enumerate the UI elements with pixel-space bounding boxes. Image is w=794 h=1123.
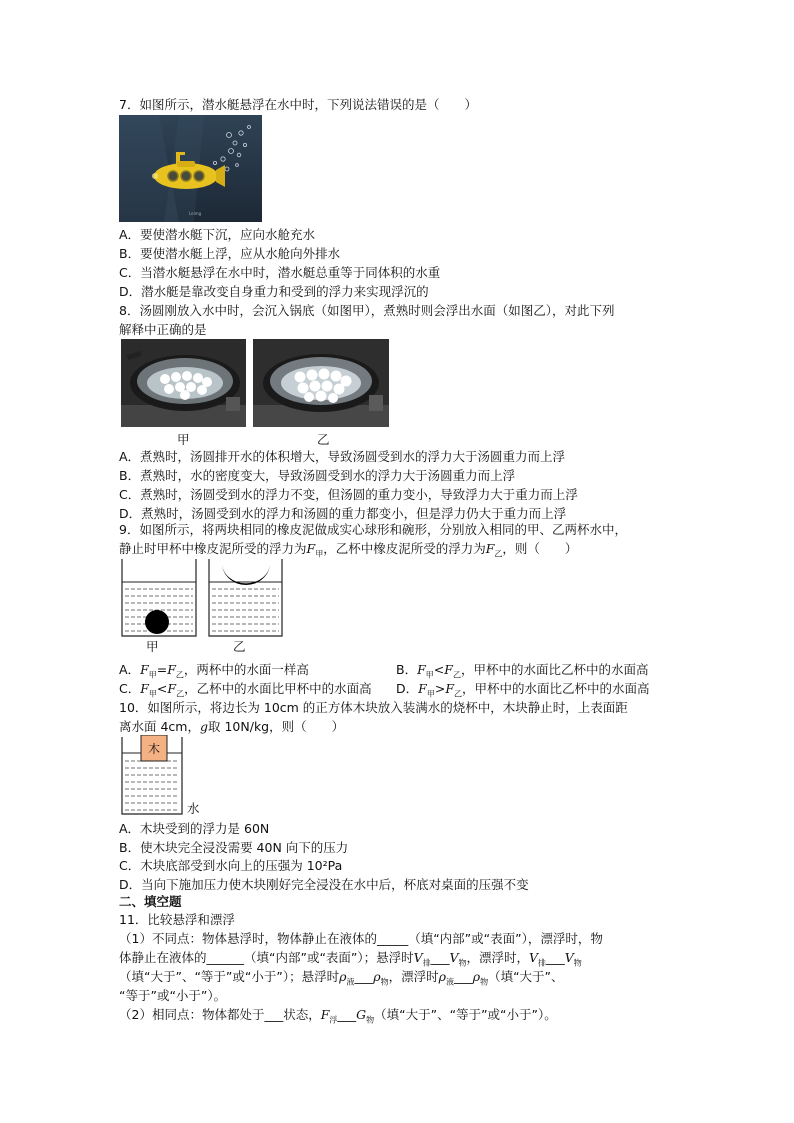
q11-part1-line4: “等于”或“小于”）。 xyxy=(119,988,227,1003)
q9-option-b: B．$F_甲<F_乙$，甲杯中的水面比乙杯中的水面高 xyxy=(396,662,649,680)
q10-stem-line1: 10．如图所示，将边长为 10cm 的正方体木块放入装满水的烧杯中，木块静止时，上表面距 xyxy=(119,700,628,715)
q8-option-a: A．煮熟时，汤圆排开水的体积增大，导致汤圆受到水的浮力大于汤圆重力而上浮 xyxy=(119,449,566,464)
q9-stem-line2: 静止时甲杯中橡皮泥所受的浮力为$F_甲$，乙杯中橡皮泥所受的浮力为$F_乙$，则（ ） xyxy=(119,541,578,559)
water-label: 水 xyxy=(187,801,200,816)
q9-stem-line1: 9．如图所示，将两块相同的橡皮泥做成实心球形和碗形，分别放入相同的甲、乙两杯水中， xyxy=(119,522,627,537)
q7-stem: 7．如图所示，潜水艇悬浮在水中时，下列说法错误的是（ ） xyxy=(119,97,477,112)
q8-stem-line2: 解释中正确的是 xyxy=(119,322,207,337)
q11-part1-line3: （填“大于”、“等于”或“小于”）；悬浮时$\rho_液\_\_\_\rho_物$，漂浮时$\rho_液\_\_\_\rho_物$（填“大于”、 xyxy=(119,969,564,987)
q8-option-d: D．煮熟时，汤圆受到水的浮力和汤圆的重力都变小，但是浮力仍大于重力而上浮 xyxy=(119,506,567,521)
q11-part1-line1: （1）不同点：物体悬浮时，物体静止在液体的_____（填“内部”或“表面”），漂浮时，物 xyxy=(119,931,603,946)
pot-image-yi xyxy=(253,339,389,427)
q8-caption-jia: 甲 xyxy=(177,432,190,447)
submarine-image xyxy=(119,115,262,222)
q11-part1-line2: 体静止在液体的______（填“内部”或“表面”）；悬浮时$V_排\_\_\_V_物$，漂浮时，$V_排\_\_\_V_物$ xyxy=(119,950,582,968)
q10-stem-line2: 离水面 4cm，g取 10N/kg，则（ ） xyxy=(119,719,345,734)
q7-option-b: B．要使潜水艇上浮，应从水舱向外排水 xyxy=(119,246,341,261)
q10-option-a: A．木块受到的浮力是 60N xyxy=(119,821,270,836)
cups-figure xyxy=(119,559,289,655)
q10-option-c: C．木块底部受到水向上的压强为 10²Pa xyxy=(119,858,343,873)
image-watermark: Leimg xyxy=(189,211,202,216)
q8-option-c: C．煮熟时，汤圆受到水的浮力不变，但汤圆的重力变小，导致浮力大于重力而上浮 xyxy=(119,487,578,502)
q10-option-d: D．当向下施加压力使木块刚好完全浸没在水中后，杯底对桌面的压强不变 xyxy=(119,877,529,892)
q10-option-b: B．使木块完全浸没需要 40N 向下的压力 xyxy=(119,840,349,855)
q7-option-a: A．要使潜水艇下沉，应向水舱充水 xyxy=(119,227,316,242)
q11-part2: （2）相同点：物体都处于___状态，$F_浮\_\_\_G_物$（填“大于”、“等于”或“小于”）。 xyxy=(119,1007,557,1025)
q9-caption-yi: 乙 xyxy=(233,639,246,654)
q9-option-d: D．$F_甲>F_乙$，甲杯中的水面比乙杯中的水面高 xyxy=(396,681,650,699)
section-title-fill-blank: 二、填空题 xyxy=(119,894,182,909)
q9-option-a: A．$F_甲=F_乙$，两杯中的水面一样高 xyxy=(119,662,309,680)
q7-option-c: C．当潜水艇悬浮在水中时，潜水艇总重等于同体积的水重 xyxy=(119,265,441,280)
q8-caption-yi: 乙 xyxy=(317,432,330,447)
q8-option-b: B．煮熟时，水的密度变大，导致汤圆受到水的浮力大于汤圆重力而上浮 xyxy=(119,468,516,483)
q11-stem: 11．比较悬浮和漂浮 xyxy=(119,912,235,927)
wood-block-label: 木 xyxy=(148,742,161,756)
q9-caption-jia: 甲 xyxy=(146,639,159,654)
q9-option-c: C．$F_甲<F_乙$，乙杯中的水面比甲杯中的水面高 xyxy=(119,681,372,699)
q7-option-d: D．潜水艇是靠改变自身重力和受到的浮力来实现浮沉的 xyxy=(119,284,429,299)
q8-stem-line1: 8．汤圆刚放入水中时，会沉入锅底（如图甲），煮熟时则会浮出水面（如图乙），对此下列 xyxy=(119,303,615,318)
pot-image-jia xyxy=(121,339,246,427)
